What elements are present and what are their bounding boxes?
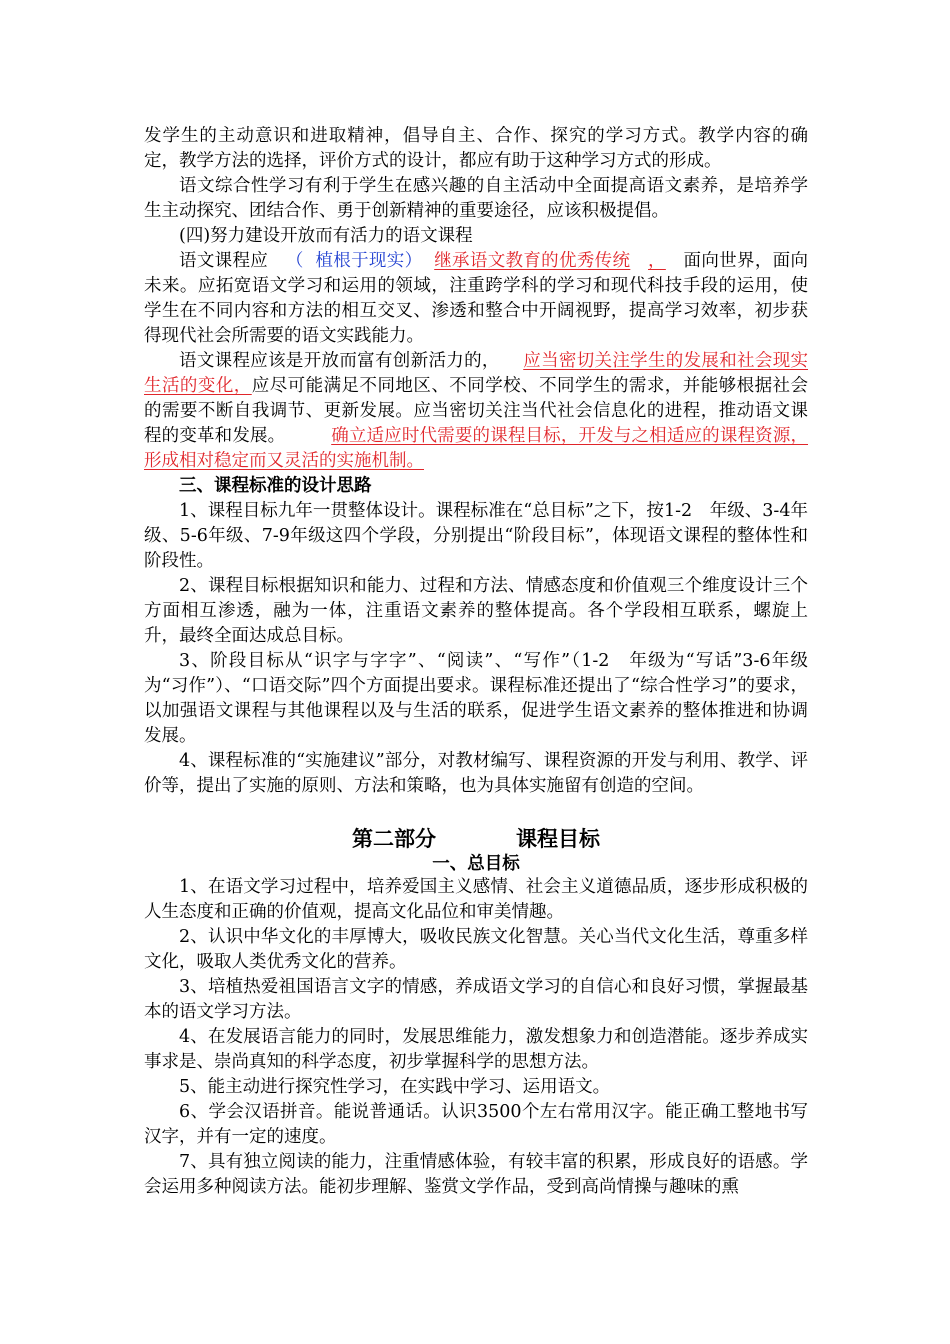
part-label: 第二部分	[352, 827, 436, 851]
subtitle: 一、总目标	[432, 854, 520, 874]
paragraph-with-highlights	[144, 349, 808, 474]
paragraph: 发学生的主动意识和进取精神，倡导自主、合作、探究的学习方式。教学内容的确定，教学方法的选择，评价方式的设计，都应有助于这种学习方式的形成。	[144, 126, 808, 171]
text-run: 面向世界，面向未来。应拓宽语文学习和运用的领域，注重跨学科的学习和现代科技手段的运用，使学生在不同内容和方法的相互交叉、渗透和整合中开阔视野，提高学习效率，初步获得现代社会所需要的语文实践能力。	[144, 251, 808, 346]
paragraph-fill-blank	[144, 249, 808, 349]
part-name: 课程目标	[516, 827, 600, 851]
section-heading: 三、课程标准的设计思路	[179, 476, 372, 496]
text-run: 应尽可能满足不同地区、不同学校、不同学生的需求，并能够根据社会的需要不断自我调节、更新发展。应当密切关注当代社会信息化的进程，推动语文课程的变革和发展。	[144, 376, 808, 446]
text-run: 语文课程应	[179, 251, 269, 271]
red-answer: 继承语文教育的优秀传统	[434, 251, 631, 271]
goal-item: 5、能主动进行探究性学习，在实践中学习、运用语文。	[179, 1077, 611, 1097]
blue-answer: 植根于现实）	[315, 251, 423, 271]
goal-item: 4、在发展语言能力的同时，发展思维能力，激发想象力和创造潜能。逐步养成实事求是、崇尚真知的科学态度，初步掌握科学的思想方法。	[144, 1027, 808, 1072]
red-comma: ，	[648, 251, 666, 271]
list-item: 4、课程标准的“实施建议”部分，对教材编写、课程资源的开发与利用、教学、评价等，提出了实施的原则、方法和策略，也为具体实施留有创造的空间。	[144, 751, 808, 796]
goal-item: 6、学会汉语拼音。能说普通话。认识3500个左右常用汉字。能正确工整地书写汉字，并有一定的速度。	[144, 1102, 808, 1147]
goal-item: 3、培植热爱祖国语言文字的情感，养成语文学习的自信心和良好习惯，掌握最基本的语文学习方法。	[144, 977, 808, 1022]
list-item: 3、阶段目标从“识字与字字”、“阅读”、“写作”（1-2 年级为“写话”3-6年级为“习作”）、“口语交际”四个方面提出要求。课程标准还提出了“综合性学习”的要求，以加强语文课程与其他课程以及与生活的联系，促进学生语文素养的整体推进和协调发展。	[144, 651, 808, 746]
list-item: 1、课程目标九年一贯整体设计。课程标准在“总目标”之下，按1-2 年级、3-4年级、5-6年级、7-9年级这四个学段，分别提出“阶段目标”，体现语文课程的整体性和阶段性。	[144, 501, 808, 571]
goal-item: 2、认识中华文化的丰厚博大，吸收民族文化智慧。关心当代文化生活，尊重多样文化，吸取人类优秀文化的营养。	[144, 927, 808, 972]
goal-item: 1、在语文学习过程中，培养爱国主义感情、社会主义道德品质，逐步形成积极的人生态度和正确的价值观，提高文化品位和审美情趣。	[144, 877, 808, 922]
paragraph: 语文综合性学习有利于学生在感兴趣的自主活动中全面提高语文素养，是培养学生主动探究、团结合作、勇于创新精神的重要途径，应该积极提倡。	[144, 176, 808, 221]
text-run: 语文课程应该是开放而富有创新活力的，	[179, 351, 500, 371]
goal-item: 7、具有独立阅读的能力，注重情感体验，有较丰富的积累，形成良好的语感。学会运用多种阅读方法。能初步理解、鉴赏文学作品，受到高尚情操与趣味的熏	[144, 1152, 808, 1197]
document-page	[144, 124, 808, 1200]
part-title	[144, 825, 808, 853]
blank-open-paren: （	[285, 251, 304, 271]
red-answer: 确立适应时代需要的课程目标，开发与之相适应的课程资源，形成相对稳定而又灵活的实施机制。	[144, 426, 809, 471]
subsection-heading: (四)努力建设开放而有活力的语文课程	[179, 226, 473, 246]
list-item: 2、课程目标根据知识和能力、过程和方法、情感态度和价值观三个维度设计三个方面相互渗透，融为一体，注重语文素养的整体提高。各个学段相互联系，螺旋上升，最终全面达成总目标。	[144, 576, 808, 646]
red-answer: 应当密切关注学生的发展和社会现实生活的变化，	[144, 351, 809, 396]
